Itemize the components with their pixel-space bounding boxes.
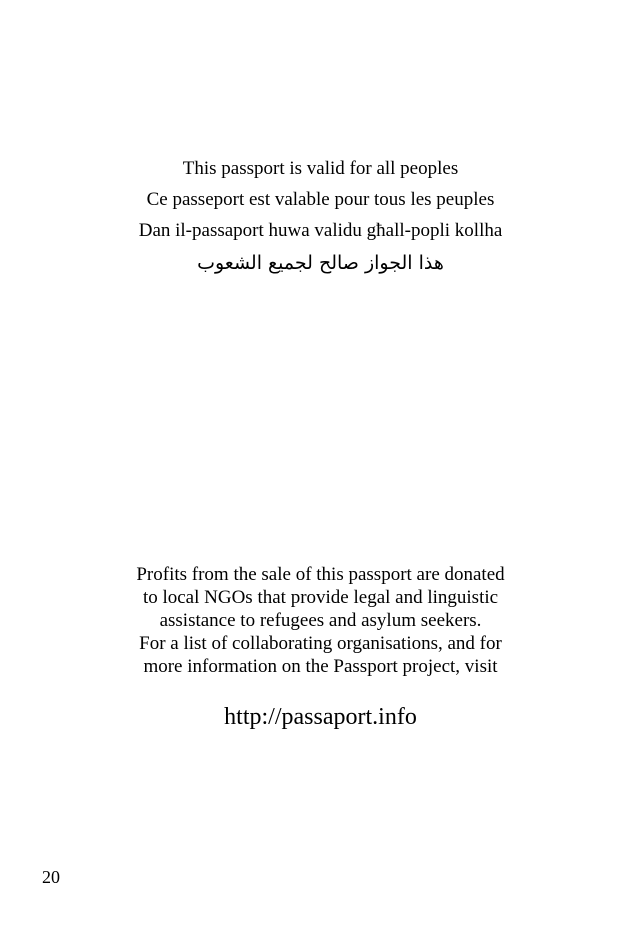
profits-line-1: Profits from the sale of this passport are donated: [136, 564, 505, 585]
validity-english: This passport is valid for all peoples: [182, 158, 459, 179]
profits-line-5: more information on the Passport project, visit: [143, 656, 498, 677]
profits-line-4: For a list of collaborating organisations, and for: [139, 633, 502, 654]
validity-arabic: هذا الجواز صالح لجميع الشعوب: [197, 252, 444, 274]
profits-line-3: assistance to refugees and asylum seekers.: [159, 610, 482, 631]
website-url[interactable]: http://passaport.info: [224, 704, 417, 730]
validity-statement: [0, 153, 641, 280]
profits-line-2: to local NGOs that provide legal and linguistic: [142, 587, 499, 608]
profits-notice: [0, 563, 641, 678]
page-number: 20: [42, 867, 60, 887]
validity-maltese: Dan il-passaport huwa validu għall-popli kollha: [138, 220, 503, 241]
validity-french: Ce passeport est valable pour tous les peuples: [146, 189, 495, 210]
